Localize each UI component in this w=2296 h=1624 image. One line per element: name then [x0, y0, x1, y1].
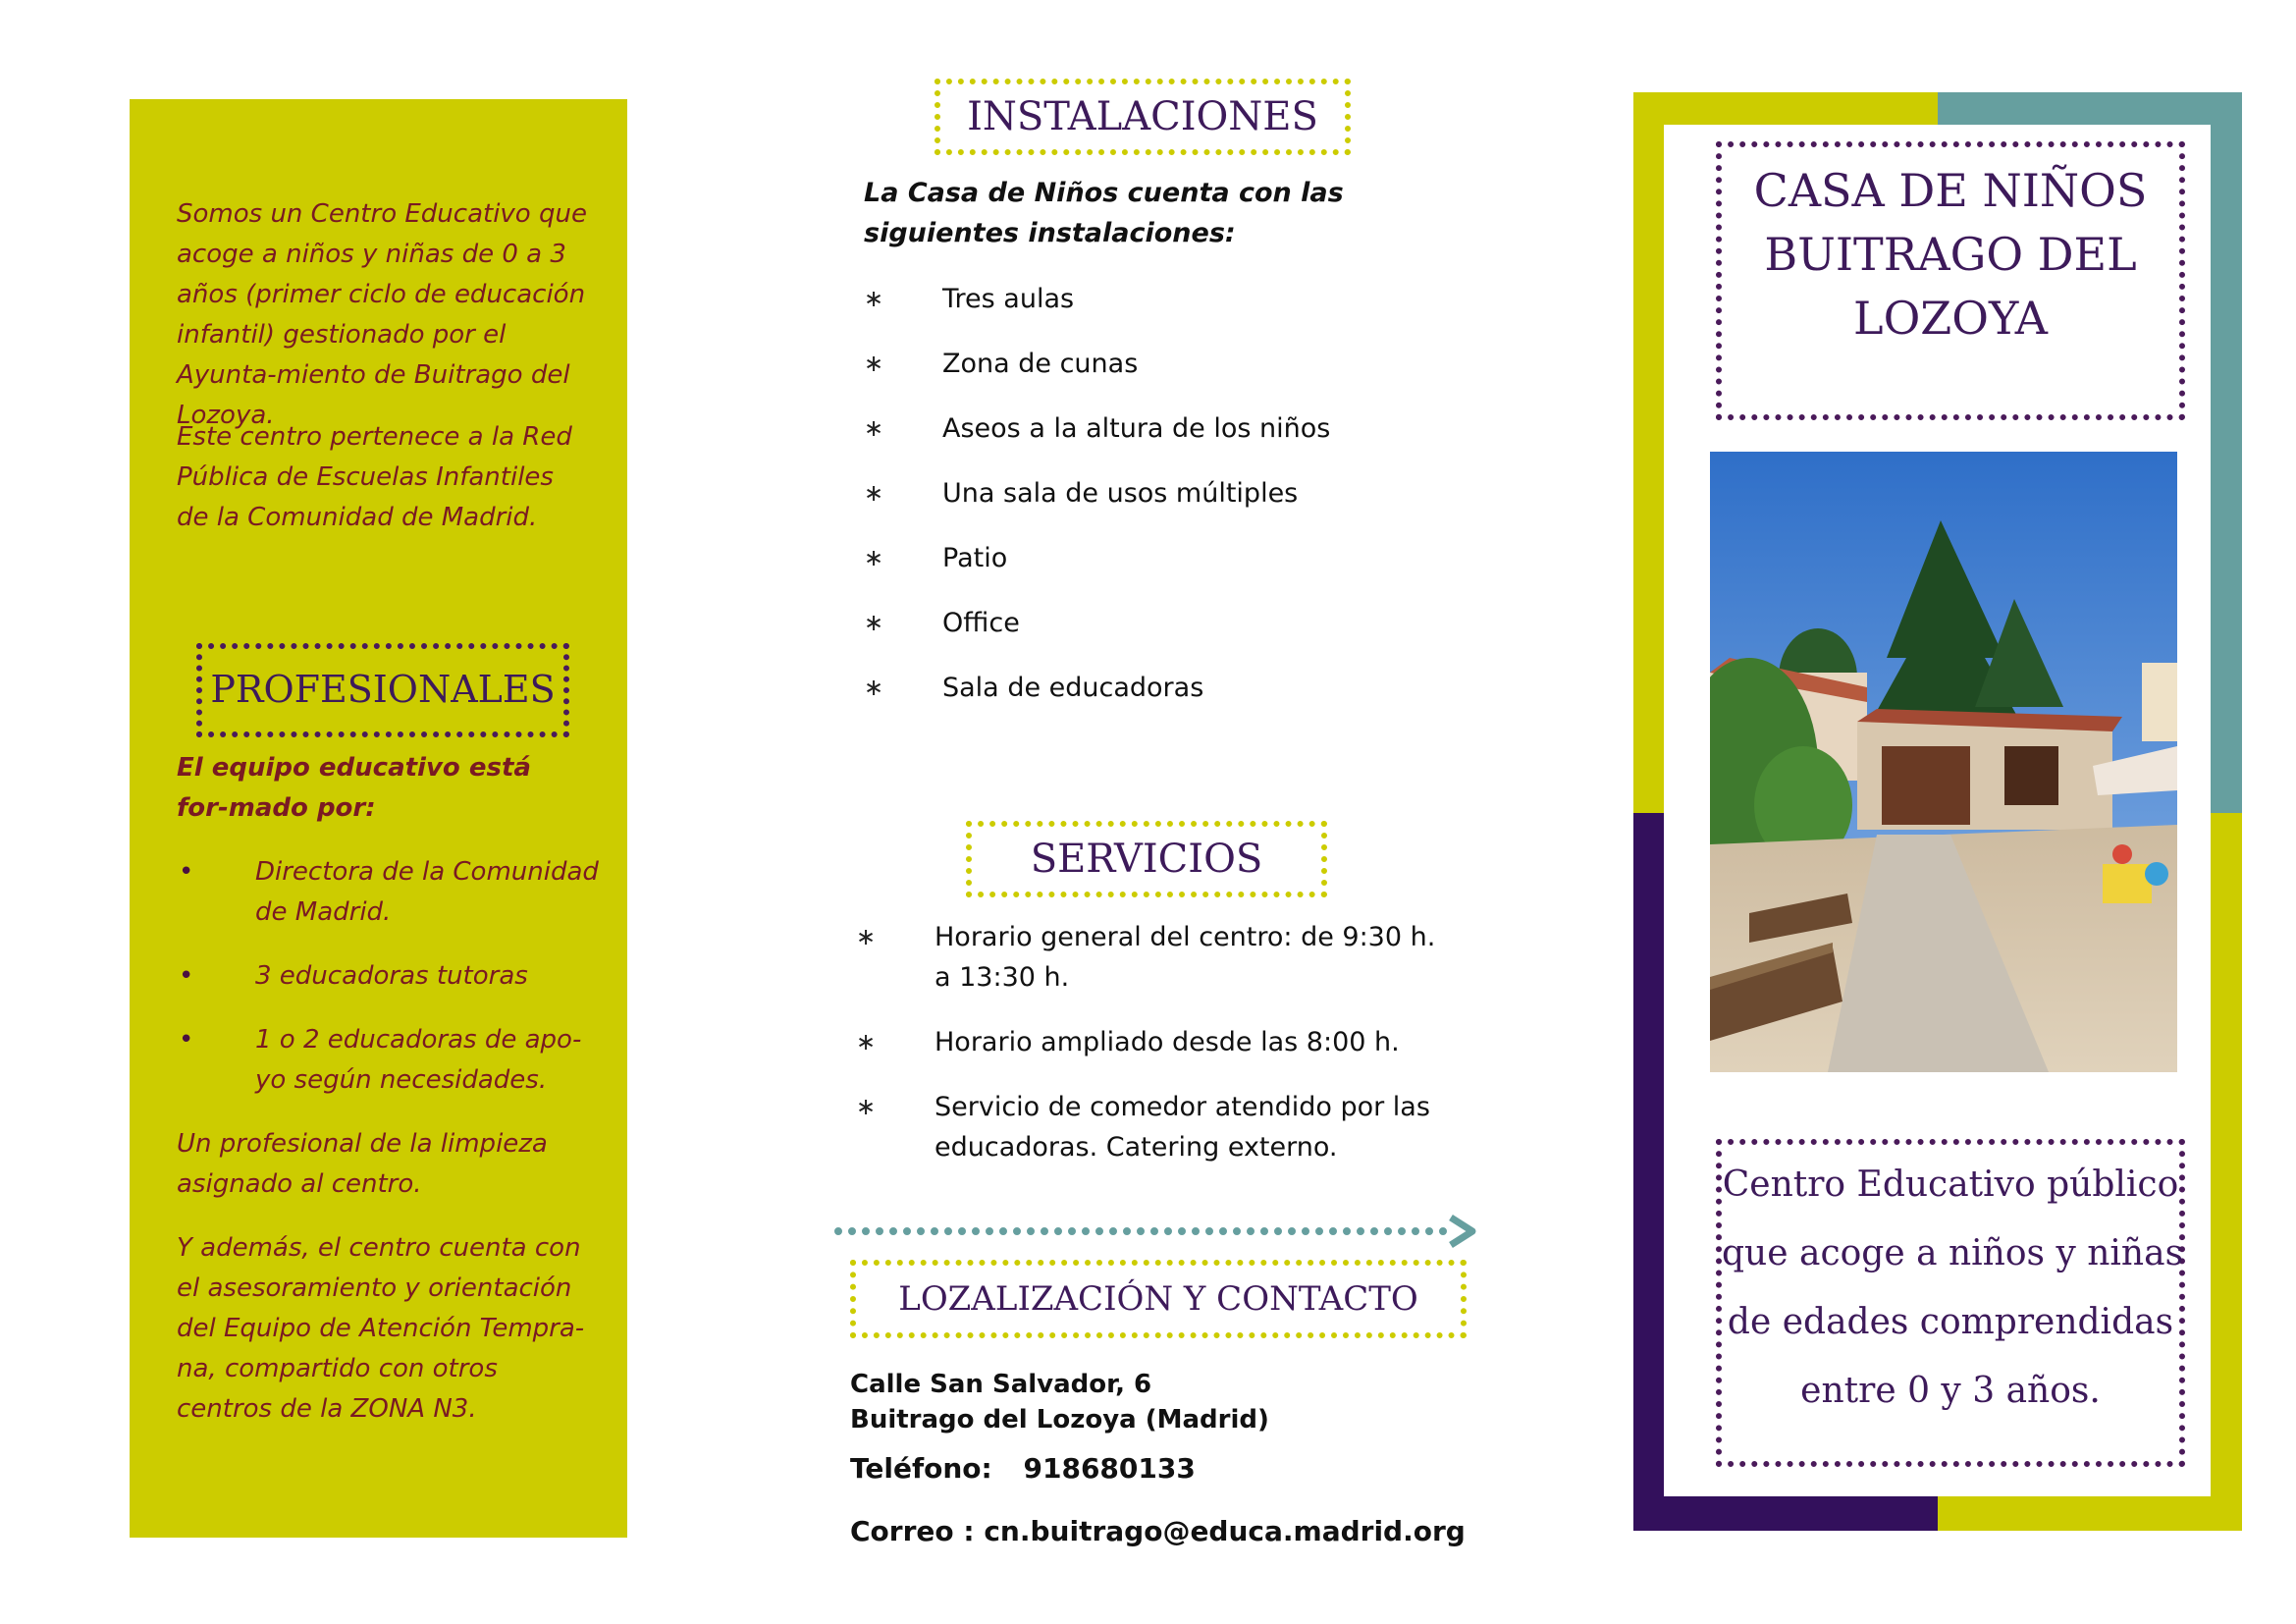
- list-item: ∗ Servicio de comedor atendido por las educadoras. Catering externo.: [856, 1087, 1455, 1167]
- list-item: • 3 educadoras tutoras: [177, 956, 599, 997]
- school-courtyard-photo: [1710, 452, 2177, 1072]
- list-item: ∗ Office: [864, 603, 1453, 643]
- tagline-line: entre 0 y 3 años.: [1800, 1371, 2101, 1411]
- cover-title-line: CASA DE NIÑOS: [1753, 164, 2148, 217]
- cover-tagline: [1722, 1145, 2184, 1426]
- instalaciones-heading: INSTALACIONES: [967, 94, 1318, 139]
- cover-title: [1722, 147, 2179, 351]
- list-item: ∗ Aseos a la altura de los niños: [864, 408, 1453, 449]
- list-item: ∗ Horario ampliado desde las 8:00 h.: [856, 1022, 1455, 1062]
- telefono-row: [850, 1449, 1196, 1489]
- address-line-1: Calle San Salvador, 6: [850, 1370, 1152, 1399]
- profesionales-heading: PROFESIONALES: [210, 668, 556, 711]
- red-publica-paragraph: Este centro pertenece a la Red Pública de Escuelas Infantiles de la Comunidad de Madrid.: [177, 422, 572, 532]
- equipo-lead: El equipo educativo está for-mado por:: [177, 753, 531, 823]
- tagline-box: [1716, 1139, 2185, 1467]
- instalaciones-heading-box: [934, 79, 1351, 155]
- contacto-heading-box: [850, 1260, 1467, 1338]
- list-item: ∗ Horario general del centro: de 9:30 h. a 13:30 h.: [856, 917, 1455, 998]
- list-item: ∗ Tres aulas: [864, 279, 1453, 319]
- instalaciones-lead: La Casa de Niños cuenta con las siguientes instalaciones:: [864, 178, 1344, 248]
- instalaciones-list: [864, 279, 1453, 708]
- left-panel: [130, 99, 627, 1538]
- list-item: • 1 o 2 educadoras de apo-yo según necesidades.: [177, 1020, 599, 1101]
- dotted-arrow-icon: [832, 1212, 1488, 1251]
- list-item: • Directora de la Comunidad de Madrid.: [177, 852, 599, 933]
- servicios-list: [856, 917, 1455, 1167]
- cover-title-box: [1716, 141, 2185, 420]
- correo-value[interactable]: cn.buitrago@educa.madrid.org: [984, 1515, 1466, 1547]
- correo-row: [850, 1512, 1466, 1551]
- equipo-list: [177, 852, 599, 1124]
- tagline-line: Centro Educativo público: [1722, 1164, 2179, 1205]
- list-item: ∗ Una sala de usos múltiples: [864, 473, 1453, 514]
- cover-title-line: BUITRAGO DEL: [1764, 228, 2137, 281]
- profesionales-heading-box: [196, 643, 569, 737]
- servicios-heading-box: [966, 821, 1327, 897]
- intro-paragraph: Somos un Centro Educativo que acoge a niños y niñas de 0 a 3 años (primer ciclo de educación infantil) gestionado por el Ayunta-miento de Buitrago del Lozoya.: [177, 199, 587, 430]
- tagline-line: de edades comprendidas: [1727, 1302, 2174, 1342]
- servicios-heading: SERVICIOS: [1030, 837, 1263, 882]
- telefono-value: 918680133: [1023, 1452, 1196, 1485]
- list-item: ∗ Zona de cunas: [864, 344, 1453, 384]
- correo-label: Correo :: [850, 1515, 975, 1547]
- tagline-line: que acoge a niños y niñas: [1722, 1233, 2184, 1273]
- cover-title-line: LOZOYA: [1853, 292, 2048, 345]
- list-item: ∗ Sala de educadoras: [864, 668, 1453, 708]
- contacto-heading: LOZALIZACIÓN Y CONTACTO: [898, 1279, 1418, 1319]
- address-line-2: Buitrago del Lozoya (Madrid): [850, 1405, 1269, 1435]
- telefono-label: Teléfono:: [850, 1452, 992, 1485]
- limpieza-paragraph: Un profesional de la limpieza asignado al centro.: [177, 1129, 548, 1199]
- list-item: ∗ Patio: [864, 538, 1453, 578]
- ademas-paragraph: Y además, el centro cuenta con el asesoramiento y orientación del Equipo de Atención Tempra-na, compartido con otros centros de la ZONA N3.: [177, 1233, 585, 1424]
